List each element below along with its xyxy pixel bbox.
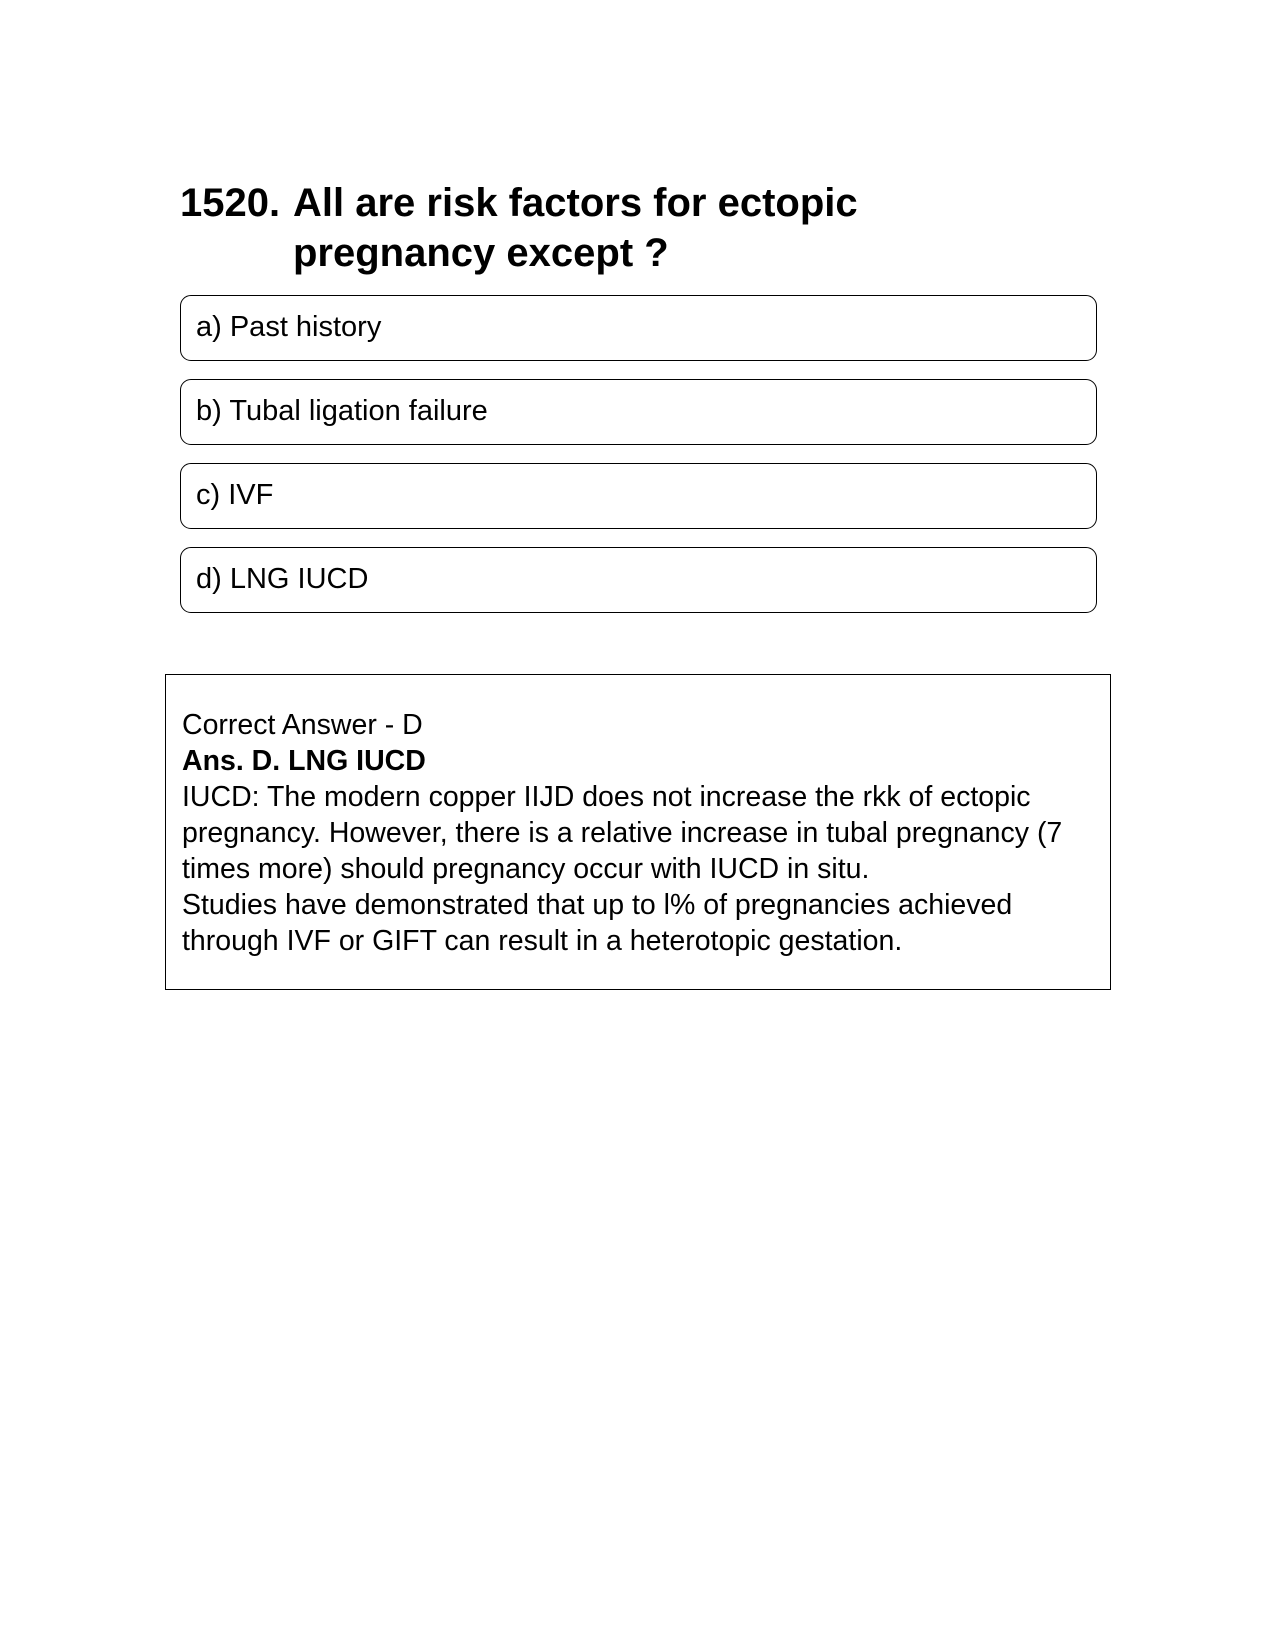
answer-explanation-iucd: IUCD: The modern copper IIJD does not increase the rkk of ectopic pregnancy. However, there is a relative increase in tubal pregnancy (7 times more) should pregnancy occur with IUCD in situ. — [182, 781, 1063, 885]
option-b[interactable]: b) Tubal ligation failure — [180, 379, 1097, 445]
answer-title: Ans. D. LNG IUCD — [182, 745, 426, 777]
question-heading — [180, 178, 940, 278]
option-a[interactable]: a) Past history — [180, 295, 1097, 361]
option-c[interactable]: c) IVF — [180, 463, 1097, 529]
answer-box — [165, 674, 1111, 990]
question-number: 1520. — [180, 181, 281, 225]
question-text: All are risk factors for ectopic pregnancy except ? — [293, 181, 858, 275]
answer-explanation-ivf: Studies have demonstrated that up to l% of pregnancies achieved through IVF or GIFT can result in a heterotopic gestation. — [182, 889, 1013, 957]
correct-answer-line: Correct Answer - D — [182, 709, 423, 741]
option-d[interactable]: d) LNG IUCD — [180, 547, 1097, 613]
